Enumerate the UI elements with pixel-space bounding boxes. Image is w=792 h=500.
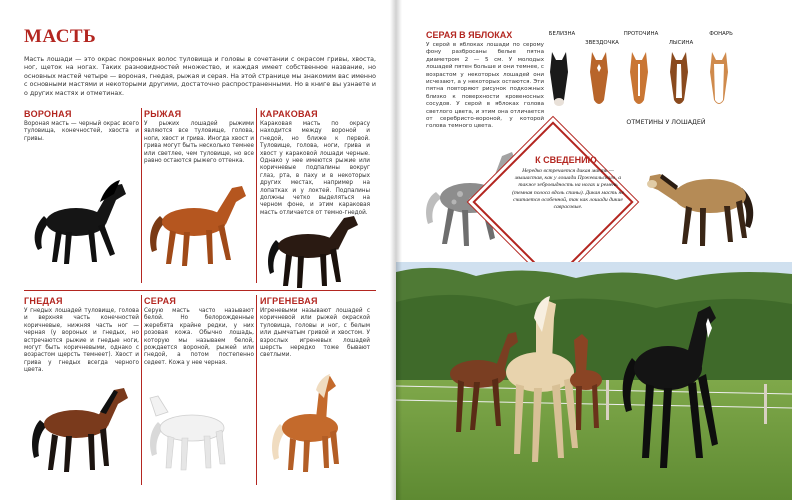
section-title-karakovaya: КАРАКОВАЯ	[260, 109, 318, 119]
right-page	[396, 0, 792, 500]
marking-label: ЗВЕЗДОЧКА	[585, 40, 619, 46]
column-divider	[141, 108, 142, 283]
page-title: МАСТЬ	[24, 26, 97, 47]
marking-label: ЛЫСИНА	[668, 40, 694, 46]
column-divider	[141, 295, 142, 485]
page-gutter	[390, 0, 402, 500]
section-title-ryzhaya: РЫЖАЯ	[144, 109, 182, 119]
horse-face-belizna	[548, 50, 570, 110]
section-text-seraya: Серую масть часто называют белой. Но белорожденные жеребята крайне редки, у них розовая кожа. Обычно лошадь, которую мы называем белой, рождается вороной, рыжей или гнедой, а потом постепенно седеет. Кожа у нее черная.	[144, 308, 254, 366]
marking-label: БЕЛИЗНА	[548, 31, 576, 37]
dun-horse-image	[642, 148, 772, 252]
info-title: К СВЕДЕНИЮ	[535, 155, 597, 165]
herd-photo	[396, 262, 792, 500]
bay-horse-image	[28, 382, 136, 478]
section-text-dappled-grey: У серой в яблоках лошади по серому фону разбросаны белые пятна диаметром 2 — 5 см. У молодых лошадей пятен больше и они темнее, с возрастом у некоторых лошадей они исчезают, а у некоторых остаются. Эти пятна повторяют рисунок подкожных близко к поверхности кровеносных сосудов. У серой в яблоках голова светлого цвета, и этим она отличается от серебристо-вороной, у которой голова темного цвета.	[426, 42, 544, 130]
section-text-karakovaya: Караковая масть по окрасу находится между вороной и гнедой, но ближе к первой. Туловище, голова, ноги, грива и хвост у караковой лошади черные. Однако у нее имеются рыжие или коричневые подпалины вокруг глаз, рта, в паху и в некоторых других местах, например на лопатках и у локтей. Подпалины должны четко выделяться на черном фоне, и этим караковая масть отличается от темно-гнедой.	[260, 121, 370, 216]
intro-text: Масть лошади — это окрас покровных волос туловища и головы в сочетании с окрасом гривы, хвоста, ног, щеток на ногах. Таких разновидностей множество, и каждая имеет собственное название, но основных мастей четыре — вороная, гнедая, рыжая и серая. На этой странице мы знакомим вас именно с основными мастями и некоторыми другими, достаточно распространенными. Но в книге вы узнаете и о других мастях и отметинах.	[24, 56, 376, 97]
horse-face-fonar	[708, 50, 730, 110]
section-text-gnedaya: У гнедых лошадей туловище, голова и верхняя часть конечностей коричневые, нижняя часть ног — черная (у вороных и гнедых, но встречаются рыжие и гнедые ноги, могут быть коричневыми, однако с возрастом щерсть темнеет). Хвост и грива у гнедых всегда черного цвета.	[24, 308, 139, 374]
marking-label: ФОНАРЬ	[709, 31, 733, 37]
chestnut-flaxen-horse-image	[264, 368, 364, 478]
section-text-voronaya: Вороная масть — черный окрас всего туловища, конечностей, хвоста и гривы.	[24, 121, 139, 142]
section-title-igrenevaya: ИГРЕНЕВАЯ	[260, 296, 318, 306]
markings-caption: ОТМЕТИНЫ У ЛОШАДЕЙ	[626, 119, 706, 126]
horse-face-protochina	[628, 50, 650, 110]
section-title-dappled-grey: СЕРАЯ В ЯБЛОКАХ	[426, 30, 513, 40]
info-text: Нередко встречается дикая масть — мышастая, как у лошади Пржевальского, а также зебровидность на ногах и ремень (темная полоса вдоль спины). Дикая масть не считается особенной, так как лошади дикие саврасовые.	[512, 168, 624, 211]
section-text-igrenevaya: Игреневыми называют лошадей с коричневой или рыжей окраской туловища, головы и ног, с белым или дымчатым гривой и хвостом. У взрослых игреневых лошадей шерсть нередко тоже бывают светлыми.	[260, 308, 370, 359]
column-divider	[256, 295, 257, 485]
section-title-gnedaya: ГНЕДАЯ	[24, 296, 63, 306]
horse-face-lysina	[668, 50, 690, 110]
section-text-ryzhaya: У рыжих лошадей рыжими являются все туловище, голова, ноги, хвост и грива. Иногда хвост и грива могут быть несколько темнее или светлее, чем туловище, но все равно остаются рыжего оттенка.	[144, 121, 254, 165]
black-horse-image	[30, 172, 134, 272]
chestnut-horse-image	[146, 180, 254, 272]
dark-bay-horse-image	[264, 212, 364, 292]
section-title-voronaya: ВОРОНАЯ	[24, 109, 72, 119]
horse-face-zvezdochka	[588, 50, 610, 110]
section-title-seraya: СЕРАЯ	[144, 296, 177, 306]
grey-white-horse-image	[146, 392, 248, 474]
marking-label: ПРОТОЧИНА	[623, 31, 659, 37]
column-divider	[256, 108, 257, 283]
